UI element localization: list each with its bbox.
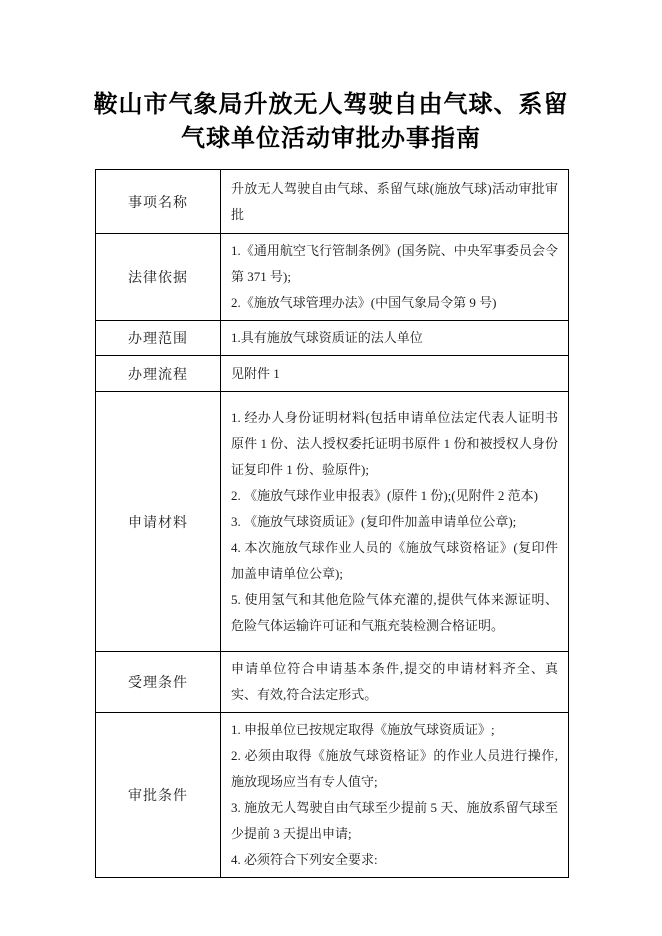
row-content-item-name <box>221 170 569 234</box>
row-label-application-materials: 申请材料 <box>96 392 221 652</box>
content-paragraph: 申请单位符合申请基本条件,提交的申请材料齐全、真实、有效,符合法定形式。 <box>231 661 558 702</box>
row-label-legal-basis: 法律依据 <box>96 234 221 321</box>
row-legal-basis <box>96 234 569 321</box>
row-approval-conditions <box>96 713 569 878</box>
row-content-acceptance-conditions <box>221 652 569 713</box>
content-paragraph: 2.《施放气球管理办法》(中国气象局令第 9 号) <box>231 295 497 310</box>
row-label-acceptance-conditions: 受理条件 <box>96 652 221 713</box>
row-label-handling-scope: 办理范围 <box>96 321 221 356</box>
content-paragraph: 4. 本次施放气球作业人员的《施放气球资格证》(复印件加盖申请单位公章); <box>231 539 558 581</box>
content-paragraph: 3. 施放无人驾驶自由气球至少提前 5 天、施放系留气球至少提前 3 天提出申请; <box>231 800 558 841</box>
row-content-approval-conditions <box>221 713 569 878</box>
title-line-1: 鞍山市气象局升放无人驾驶自由气球、系留 <box>93 92 569 118</box>
row-handling-scope <box>96 321 569 356</box>
document-title <box>0 0 662 156</box>
row-label-approval-conditions: 审批条件 <box>96 713 221 878</box>
row-content-application-materials <box>221 392 569 652</box>
row-acceptance-conditions <box>96 652 569 713</box>
content-paragraph: 1.《通用航空飞行管制条例》(国务院、中央军事委员会令第 371 号); <box>231 243 558 284</box>
row-content-handling-process <box>221 356 569 392</box>
content-paragraph: 1.具有施放气球资质证的法人单位 <box>231 330 423 345</box>
content-paragraph: 2. 必须由取得《施放气球资格证》的作业人员进行操作,施放现场应当有专人值守; <box>231 748 558 789</box>
content-paragraph: 1. 申报单位已按规定取得《施放气球资质证》; <box>231 722 495 737</box>
row-label-item-name: 事项名称 <box>96 170 221 234</box>
row-handling-process <box>96 356 569 392</box>
content-paragraph: 2. 《施放气球作业申报表》(原件 1 份);(见附件 2 范本) <box>231 487 538 503</box>
row-content-legal-basis <box>221 234 569 321</box>
row-label-handling-process: 办理流程 <box>96 356 221 392</box>
content-paragraph: 见附件 1 <box>231 365 280 381</box>
row-application-materials <box>96 392 569 652</box>
content-paragraph: 1. 经办人身份证明材料(包括申请单位法定代表人证明书原件 1 份、法人授权委托证明书原件 1 份和被授权人身份证复印件 1 份、验原件); <box>231 409 558 477</box>
title-line-2: 气球单位活动审批办事指南 <box>181 126 481 152</box>
content-paragraph: 3. 《施放气球资质证》(复印件加盖申请单位公章); <box>231 513 517 529</box>
content-paragraph: 4. 必须符合下列安全要求: <box>231 852 378 867</box>
row-item-name <box>96 170 569 234</box>
content-paragraph: 升放无人驾驶自由气球、系留气球(施放气球)活动审批审批 <box>231 180 558 222</box>
content-paragraph: 5. 使用氢气和其他危险气体充灌的,提供气体来源证明、危险气体运输许可证和气瓶充装检测合格证明。 <box>231 591 558 633</box>
row-content-handling-scope <box>221 321 569 356</box>
approval-guide-table <box>95 169 569 878</box>
